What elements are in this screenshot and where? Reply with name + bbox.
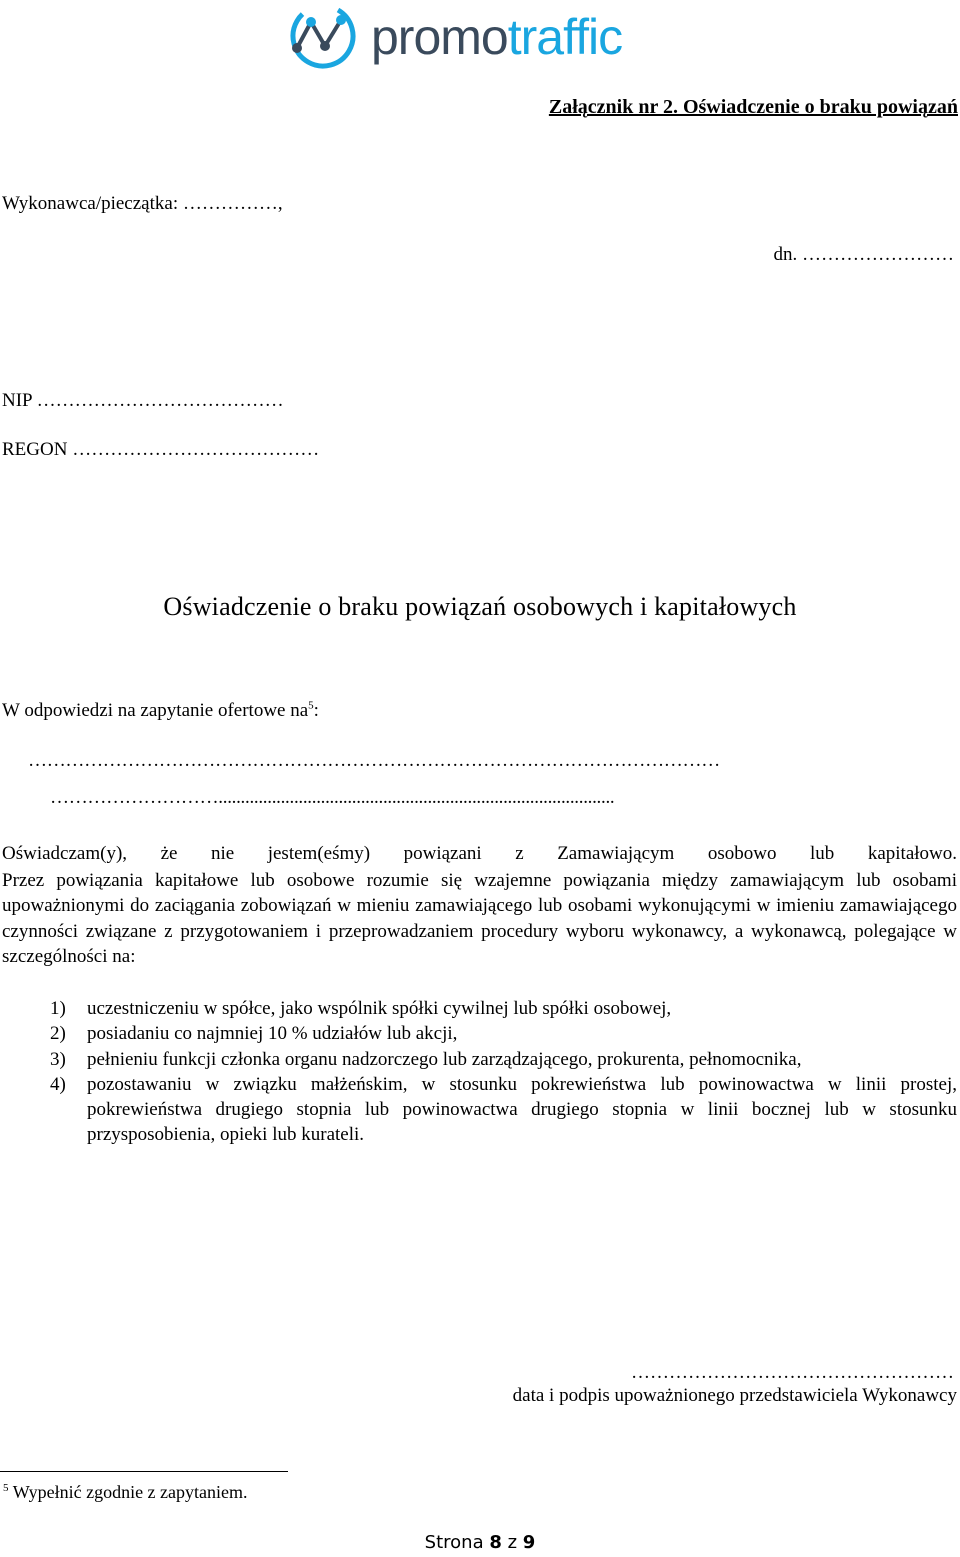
footnote-number: 5: [3, 1482, 9, 1494]
promotraffic-logo-icon: [283, 2, 363, 70]
list-item-text: posiadaniu co najmniej 10 % udziałów lub akcji,: [87, 1023, 458, 1045]
list-item: [50, 1072, 957, 1148]
list-item-text: pozostawaniu w związku małżeńskim, w stosunku pokrewieństwa lub powinowactwa w linii prostej, pokrewieństwa drugiego stopnia lub powinowactwa drugiego stopnia w linii bocznej lub w stosunku przysposobienia, opieki lub kurateli.: [87, 1073, 957, 1146]
nip-field: NIP …………………………………: [2, 390, 284, 411]
page-number-prefix: Strona: [424, 1532, 484, 1553]
list-item-number: 1): [50, 998, 66, 1019]
inquiry-reference-colon: :: [313, 700, 319, 721]
list-item: [50, 1047, 957, 1072]
list-item-number: 4): [50, 1073, 66, 1095]
footnote: [3, 1482, 248, 1503]
signature-caption: data i podpis upoważnionego przedstawiciela Wykonawcy: [512, 1385, 957, 1406]
contractor-stamp-field: Wykonawca/pieczątka: ……………,: [2, 193, 283, 214]
logo-word-promo: promo: [371, 9, 508, 65]
inquiry-dots-line-1: …………………………………………………………………………………………………: [28, 750, 720, 771]
statement-heading: Oświadczenie o braku powiązań osobowych i kapitałowych: [163, 592, 797, 621]
list-item-text: uczestniczeniu w spółce, jako wspólnik spółki cywilnej lub spółki osobowej,: [87, 998, 672, 1019]
list-item-text: pełnieniu funkcji członka organu nadzorczego lub zarządzającego, prokurenta, pełnomocnika,: [87, 1048, 802, 1070]
date-field: dn. ……………………: [773, 244, 954, 265]
logo-wordmark: [371, 2, 622, 72]
signature-dots: ……………………………………………: [631, 1362, 954, 1383]
inquiry-reference-label: W odpowiedzi na zapytanie ofertowe na: [2, 700, 309, 721]
annex-title: Załącznik nr 2. Oświadczenie o braku powiązań: [548, 96, 958, 118]
company-logo: [283, 2, 678, 72]
logo-word-traffic: traffic: [507, 9, 623, 65]
page-number-total: 9: [522, 1532, 536, 1553]
inquiry-dots-line-2: ……………………….........................................................................................: [50, 787, 615, 808]
statement-first-line: Oświadczam(y), że nie jestem(eśmy) powiązani z Zamawiającym osobowo lub kapitałowo.: [2, 843, 957, 864]
list-item-number: 2): [50, 1023, 66, 1045]
page-number: [0, 1532, 960, 1553]
footnote-separator: [0, 1471, 288, 1472]
page-number-separator: z: [507, 1532, 518, 1553]
inquiry-reference-line: [2, 700, 319, 722]
footnote-text: Wypełnić zgodnie z zapytaniem.: [12, 1482, 248, 1502]
footnote-marker: 5: [308, 699, 314, 712]
regon-field: REGON …………………………………: [2, 439, 320, 460]
list-item-number: 3): [50, 1048, 66, 1070]
statement-paragraph: Przez powiązania kapitałowe lub osobowe rozumie się wzajemne powiązania między zamawiającym lub osobami upoważnionymi do zaciągania zobowiązań w mieniu zamawiającego lub osobami wykonującymi w imieniu zamawiającego czynności związane z przygotowaniem i przeprowadzaniem procedury wyboru wykonawcy, a wykonawcą, polegające w szczególności na:: [2, 870, 957, 967]
list-item: [50, 1021, 957, 1046]
page-number-current: 8: [489, 1532, 502, 1553]
list-item: [50, 996, 957, 1021]
